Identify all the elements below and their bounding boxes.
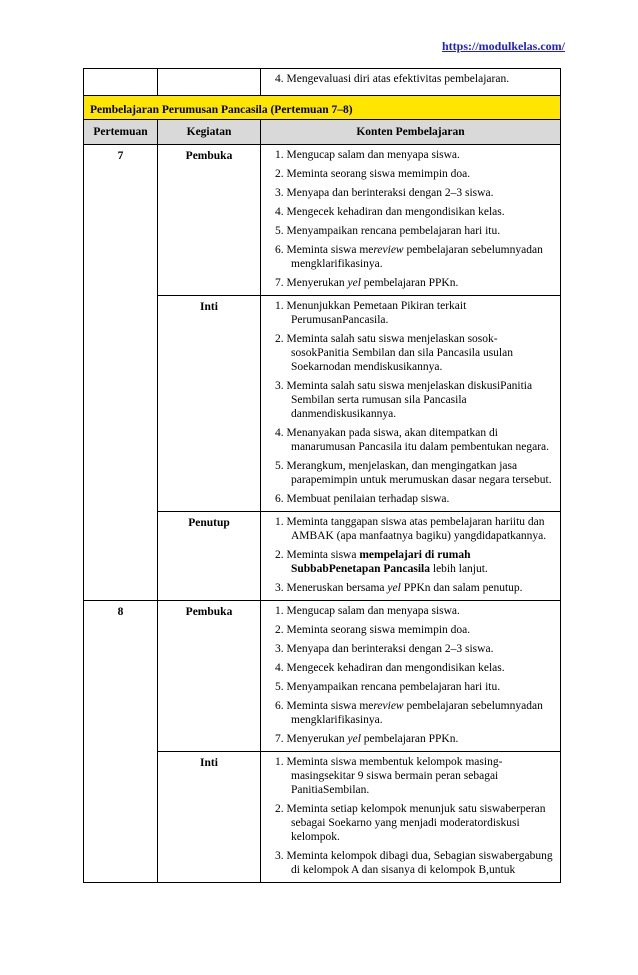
table-row [84,601,561,752]
list-item-text: yel [347,277,361,289]
list-item [275,604,554,618]
list-item-text: 2. Meminta salah satu siswa menjelaskan sosok-sosokPanitia Sembilan dan sila Pancasila usulan Soekarnodan mendiskusikannya. [275,333,513,373]
list-item-text: 2. Meminta seorang siswa memimpin doa. [275,168,471,180]
header-link[interactable]: https://modulkelas.com/ [441,39,565,53]
list-item-text: review [373,700,404,712]
list-item-text: 2. Meminta seorang siswa memimpin doa. [275,624,471,636]
list-item-text: 4. Menanyakan pada siswa, akan ditempatkan di manarumusan Pancasila itu dalam pembentukan negara. [275,427,550,453]
meeting-number-cont [84,296,158,512]
list-item-text: 2. Meminta siswa [275,549,360,561]
list-item [275,332,554,374]
table-row [84,69,561,96]
activity-name: Inti [158,296,261,512]
list-item-text: 1. Menunjukkan Pemetaan Pikiran terkait PerumusanPancasila. [275,300,467,326]
list-item [275,148,554,162]
list-item-text: pembelajaran sebelumnyadan mengklarifikasinya. [291,244,543,270]
list-item-text: 5. Menyampaikan rencana pembelajaran hari itu. [275,225,501,237]
list-item-text: mempelajari di rumah SubbabPenetapan Pancasila [291,549,471,575]
list-item [275,680,554,694]
list-item-text: 3. Meminta kelompok dibagi dua, Sebagian siswabergabung di kelompok A dan sisanya di kelompok B,untuk [275,850,553,876]
list-item [275,661,554,675]
list-item [275,492,554,506]
list-item: 4. Mengevaluasi diri atas efektivitas pembelajaran. [275,73,510,85]
column-header-konten: Konten Pembelajaran [261,120,561,145]
list-item-text: review [373,244,404,256]
list-item-text: 6. Meminta siswa me [275,244,374,256]
list-item-text: 2. Meminta setiap kelompok menunjuk satu siswaberperan sebagai Soekarno yang menjadi moderatordiskusi kelompok. [275,803,546,843]
list-item [275,224,554,238]
list-item-text: 5. Merangkum, menjelaskan, dan mengingatkan jasa parapemimpin untuk merumuskan dasar negara tersebut. [275,460,552,486]
list-item-text: 7. Menyerukan [275,733,348,745]
list-item [275,849,554,877]
list-item [275,426,554,454]
activity-name: Penutup [158,512,261,601]
list-item [275,732,554,746]
list-item-text: 4. Mengecek kehadiran dan mengondisikan kelas. [275,662,505,674]
list-item [275,623,554,637]
list-item-text: 3. Meneruskan bersama [275,582,388,594]
list-item [275,548,554,576]
list-item-text: PPKn dan salam penutup. [400,582,523,594]
list-item-text: 5. Menyampaikan rencana pembelajaran hari itu. [275,681,501,693]
list-item-text: lebih lanjut. [430,563,488,575]
list-item-text: 6. Membuat penilaian terhadap siswa. [275,493,450,505]
list-item [275,186,554,200]
content-cell [261,512,561,601]
list-item-text: 3. Meminta salah satu siswa menjelaskan diskusiPanitia Sembilan serta rumusan sila Pancasila danmendiskusikannya. [275,380,533,420]
table-row [84,752,561,883]
content-cell [261,145,561,296]
table-row [84,296,561,512]
list-item-text: pembelajaran sebelumnyadan mengklarifikasinya. [291,700,543,726]
list-item [275,205,554,219]
lesson-table [83,68,561,883]
list-item-text: 1. Mengucap salam dan menyapa siswa. [275,149,460,161]
empty-cell [84,69,158,96]
section-title: Pembelajaran Perumusan Pancasila (Pertemuan 7–8) [84,96,561,120]
list-item [275,642,554,656]
section-title-row [84,96,561,120]
list-item-text: 3. Menyapa dan berinteraksi dengan 2–3 siswa. [275,643,494,655]
meeting-number-cont [84,752,158,883]
list-item [275,515,554,543]
list-item [275,379,554,421]
column-header-pertemuan: Pertemuan [84,120,158,145]
empty-cell [158,69,261,96]
column-header-row [84,120,561,145]
list-item-text: pembelajaran PPKn. [360,733,459,745]
activity-name: Pembuka [158,601,261,752]
list-item-text: yel [347,733,361,745]
list-item [275,276,554,290]
meeting-number-cont [84,512,158,601]
table-row [84,145,561,296]
list-item-text: 6. Meminta siswa me [275,700,374,712]
list-item-text: 7. Menyerukan [275,277,348,289]
list-item [275,802,554,844]
activity-name: Inti [158,752,261,883]
meeting-number: 7 [84,145,158,296]
column-header-kegiatan: Kegiatan [158,120,261,145]
content-cell [261,601,561,752]
content-cell [261,296,561,512]
table-row [84,512,561,601]
list-item-text: 1. Mengucap salam dan menyapa siswa. [275,605,460,617]
list-item [275,755,554,797]
activity-name: Pembuka [158,145,261,296]
list-item-text: 1. Meminta siswa membentuk kelompok masing-masingsekitar 9 siswa bermain peran sebagai PanitiaSembilan. [275,756,503,796]
list-item [275,459,554,487]
content-cell [261,69,561,96]
list-item-text: 1. Meminta tanggapan siswa atas pembelajaran hariitu dan AMBAK (apa manfaatnya bagiku) yangdidapatkannya. [275,516,547,542]
list-item-text: 4. Mengecek kehadiran dan mengondisikan kelas. [275,206,505,218]
list-item [275,581,554,595]
list-item [275,299,554,327]
list-item-text: 3. Menyapa dan berinteraksi dengan 2–3 siswa. [275,187,494,199]
list-item-text: yel [387,582,401,594]
list-item-text: pembelajaran PPKn. [360,277,459,289]
content-cell [261,752,561,883]
list-item [275,167,554,181]
meeting-number: 8 [84,601,158,752]
list-item [275,699,554,727]
list-item [275,243,554,271]
